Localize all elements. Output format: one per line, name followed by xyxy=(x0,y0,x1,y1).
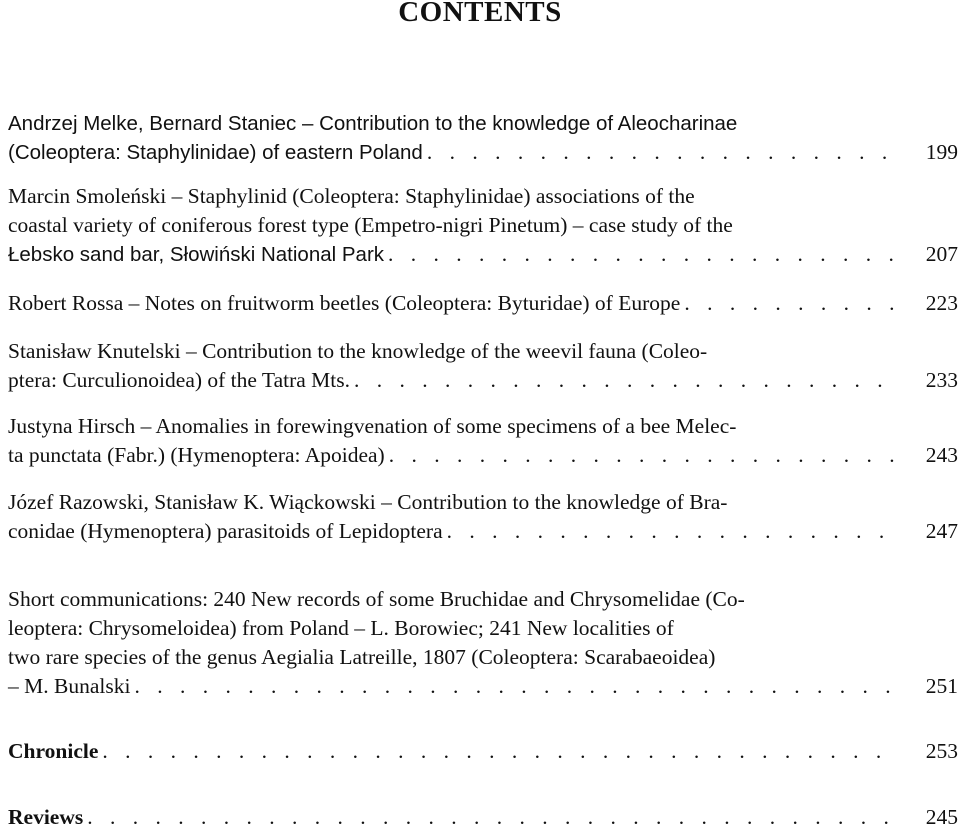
dot-leader xyxy=(385,441,898,470)
dot-leader xyxy=(384,240,898,269)
toc-entry xyxy=(8,289,958,318)
toc-entry-text: Marcin Smoleński – Staphylinid (Coleoptera: Staphylinidae) associations of the xyxy=(8,184,695,208)
toc-entry-text: Józef Razowski, Stanisław K. Wiąckowski – Contribution to the knowledge of Bra- xyxy=(8,490,728,514)
dot-leader xyxy=(443,517,898,546)
toc-entry-text: coastal variety of coniferous forest type (Empetro-nigri Pinetum) – case study of the xyxy=(8,213,733,237)
page-number: 251 xyxy=(925,674,958,698)
toc-entry-text: Robert Rossa – Notes on fruitworm beetles (Coleoptera: Byturidae) of Europe xyxy=(8,291,681,315)
toc-entry xyxy=(8,109,958,167)
dot-leader xyxy=(350,366,898,395)
toc-entry-text: Short communications: 240 New records of some Bruchidae and Chrysomelidae (Co- xyxy=(8,587,745,611)
toc-entry-text: Chronicle xyxy=(8,739,99,763)
toc-entry xyxy=(8,488,958,546)
toc-entry-text: leoptera: Chrysomeloidea) from Poland – L. Borowiec; 241 New localities of xyxy=(8,616,674,640)
toc-entry-text: Reviews xyxy=(8,805,84,829)
dot-leader xyxy=(130,672,898,701)
toc-entry-text: Justyna Hirsch – Anomalies in forewingvenation of some specimens of a bee Melec- xyxy=(8,414,737,438)
toc-entry xyxy=(8,337,958,395)
toc-entry-text: ta punctata (Fabr.) (Hymenoptera: Apoidea) xyxy=(8,443,385,467)
toc-entry-text: (Coleoptera: Staphylinidae) of eastern Poland xyxy=(8,141,423,164)
page-number: 199 xyxy=(925,140,958,164)
dot-leader xyxy=(83,803,898,832)
toc-entry-text: Andrzej Melke, Bernard Staniec – Contribution to the knowledge of Aleocharinae xyxy=(8,112,738,135)
page-number: 243 xyxy=(925,443,958,467)
page-number: 207 xyxy=(925,242,958,266)
toc-entry xyxy=(8,803,958,832)
page-number: 245 xyxy=(925,805,958,829)
page-number: 253 xyxy=(925,739,958,763)
toc-entry xyxy=(8,585,958,701)
page-number: 233 xyxy=(925,368,958,392)
dot-leader xyxy=(680,289,898,318)
page-title: CONTENTS xyxy=(398,0,562,28)
toc-entry xyxy=(8,737,958,766)
toc-entry-text: – M. Bunalski xyxy=(8,674,131,698)
toc-entry-text: two rare species of the genus Aegialia Latreille, 1807 (Coleoptera: Scarabaeoidea) xyxy=(8,645,716,669)
toc-entry-text: conidae (Hymenoptera) parasitoids of Lepidoptera xyxy=(8,519,443,543)
toc-entry-text: ptera: Curculionoidea) of the Tatra Mts. xyxy=(8,368,350,392)
dot-leader xyxy=(423,138,898,167)
toc-entry-text: Łebsko sand bar, Słowiński National Park xyxy=(8,243,385,266)
page-number: 247 xyxy=(925,519,958,543)
toc-entry xyxy=(8,182,958,269)
toc-entry xyxy=(8,412,958,470)
dot-leader xyxy=(98,737,898,766)
toc-entry-text: Stanisław Knutelski – Contribution to the knowledge of the weevil fauna (Coleo- xyxy=(8,339,708,363)
page-number: 223 xyxy=(925,291,958,315)
